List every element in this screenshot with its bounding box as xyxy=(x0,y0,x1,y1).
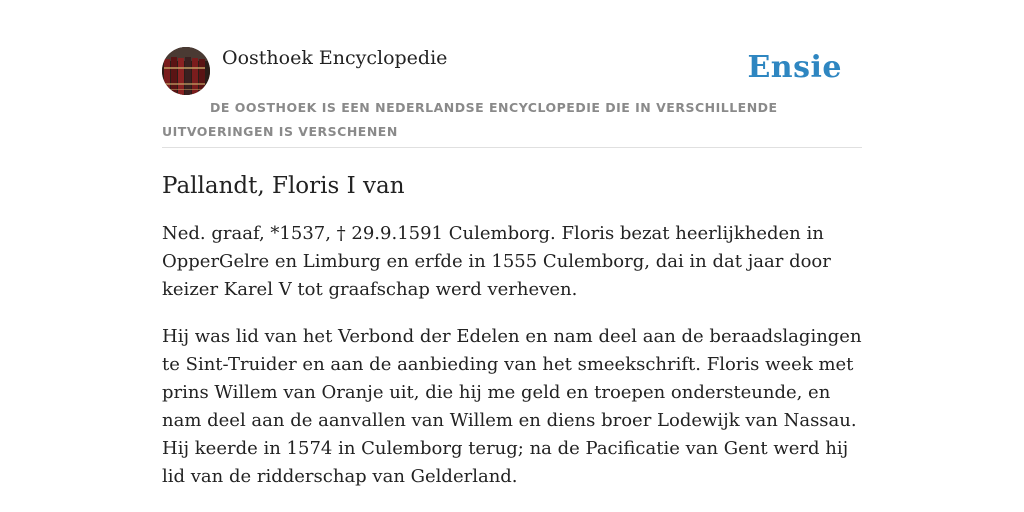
site-name[interactable]: Oosthoek Encyclopedie xyxy=(222,47,448,69)
article-paragraph: Ned. graaf, *1537, † 29.9.1591 Culemborg. Floris bezat heerlijkheden in OpperGelre en Limburg en erfde in 1555 Culemborg, dai in dat jaar door keizer Karel V tot graafschap werd verheven. xyxy=(162,223,831,300)
brand-logo[interactable]: Ensie xyxy=(747,50,842,85)
site-tagline: DE OOSTHOEK IS EEN NEDERLANDSE ENCYCLOPEDIE DIE IN VERSCHILLENDE UITVOERINGEN IS VERSCHENEN xyxy=(162,100,778,139)
site-header xyxy=(162,44,862,96)
divider xyxy=(162,147,862,148)
encyclopedia-books-icon[interactable] xyxy=(162,47,210,95)
article-title: Pallandt, Floris I van xyxy=(162,173,405,199)
page-container xyxy=(162,44,862,491)
article-paragraph: Hij was lid van het Verbond der Edelen en nam deel aan de beraadslagingen te Sint-Truider en aan de aanbieding van het smeekschrift. Floris week met prins Willem van Oranje uit, die hij me geld en troepen ondersteunde, en nam deel aan de aanvallen van Willem en diens broer Lodewijk van Nassau. Hij keerde in 1574 in Culemborg terug; na de Pacificatie van Gent werd hij lid van de ridderschap van Gelderland. xyxy=(162,326,862,487)
